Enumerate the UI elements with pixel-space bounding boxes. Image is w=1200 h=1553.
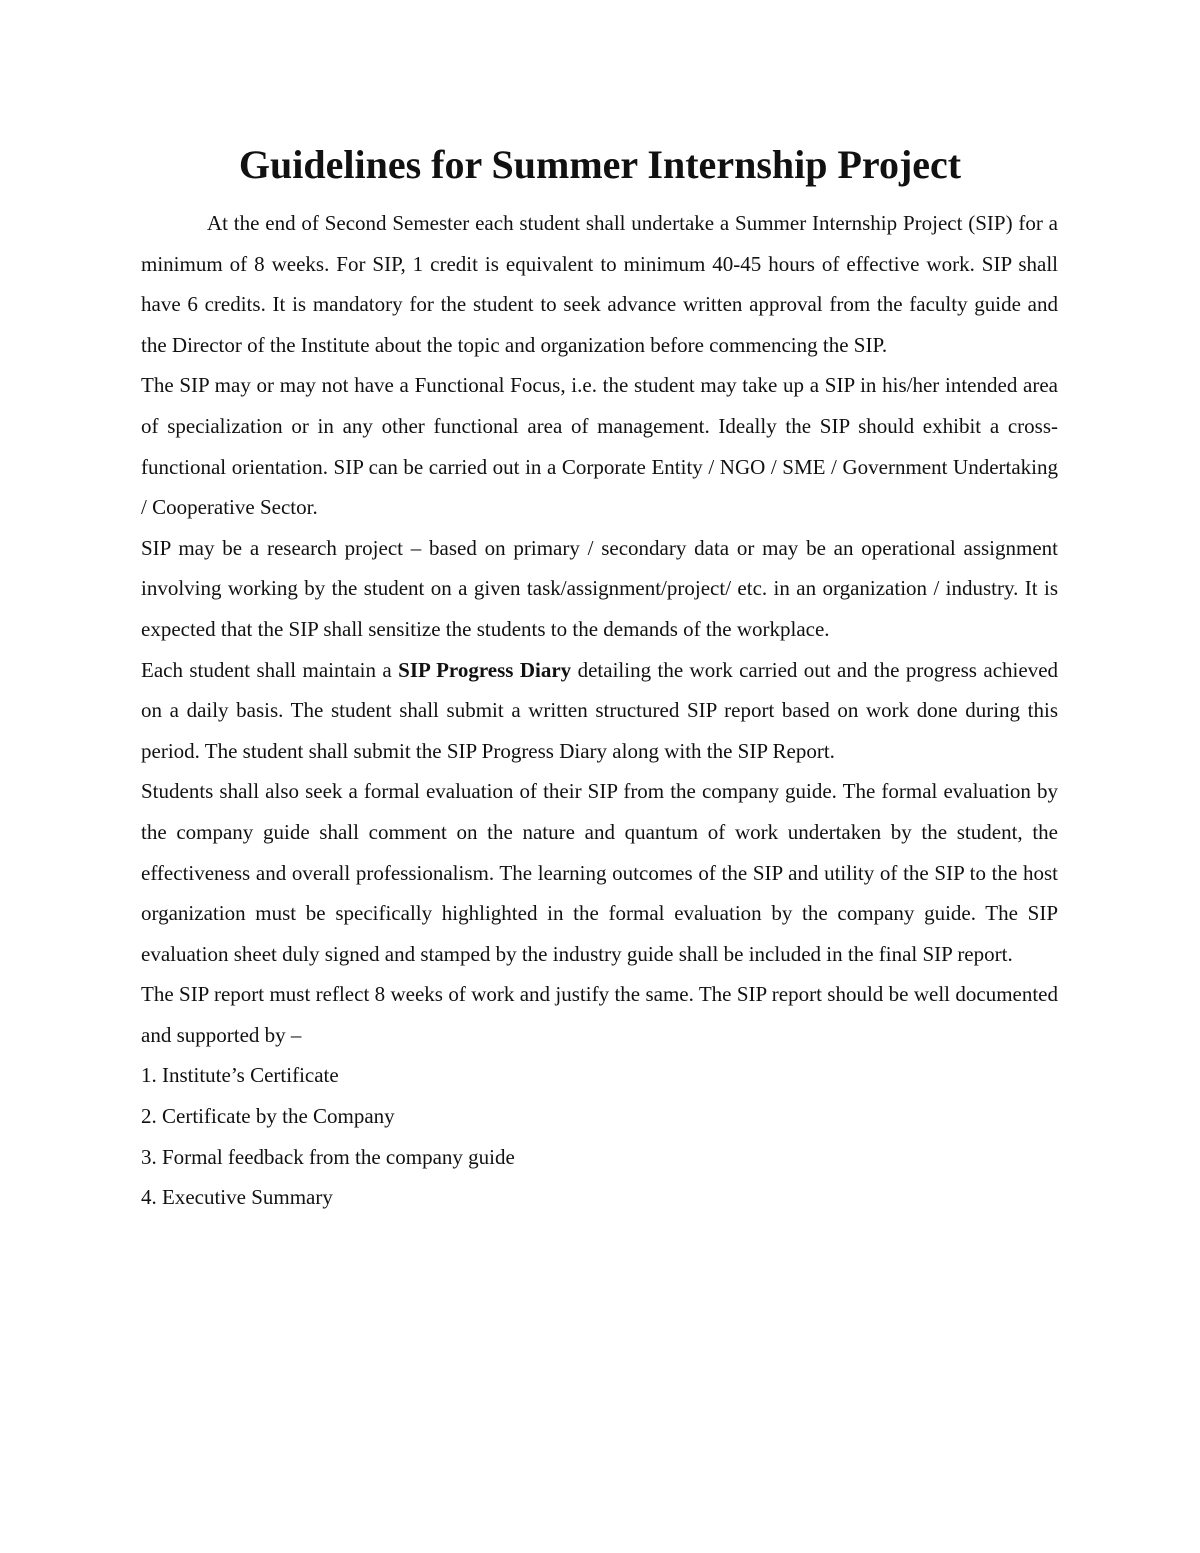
progress-diary-term: SIP Progress Diary xyxy=(398,657,572,682)
list-item: 3. Formal feedback from the company guide xyxy=(141,1144,515,1169)
paragraph-research-project: SIP may be a research project – based on primary / secondary data or may be an operational assignment involving working by the student on a given task/assignment/project/ etc. in an organization / industry. It is expected that the SIP shall sensitize the students to the demands of the workplace. xyxy=(141,535,1058,641)
list-item: 4. Executive Summary xyxy=(141,1185,333,1210)
paragraph-functional-focus: The SIP may or may not have a Functional Focus, i.e. the student may take up a SIP in his/her intended area of specialization or in any other functional area of management. Ideally the SIP should exhibit a cross-functional orientation. SIP can be carried out in a Corporate Entity / NGO / SME / Government Undertaking / Cooperative Sector. xyxy=(141,373,1058,520)
paragraph-sip-overview: At the end of Second Semester each student shall undertake a Summer Internship Project (SIP) for a minimum of 8 weeks. For SIP, 1 credit is equivalent to minimum 40-45 hours of effective work. SIP shall have 6 credits. It is mandatory for the student to seek advance written approval from the faculty guide and the Director of the Institute about the topic and organization before commencing the SIP. xyxy=(141,211,1058,357)
paragraph-progress-diary-rest: detailing the work carried out and the progress achieved on a daily basis. The student shall submit a written structured SIP report based on work done during this period. The student shall submit the SIP Progress Diary along with the SIP Report. xyxy=(141,657,1059,763)
paragraph-progress-diary-lead: Each student shall maintain a xyxy=(141,657,399,682)
paragraph-formal-evaluation: Students shall also seek a formal evaluation of their SIP from the company guide. The formal evaluation by the company guide shall comment on the nature and quantum of work undertaken by the student, the effectiveness and overall professionalism. The learning outcomes of the SIP and utility of the SIP to the host organization must be specifically highlighted in the formal evaluation by the company guide. The SIP evaluation sheet duly signed and stamped by the industry guide shall be included in the final SIP report. xyxy=(141,779,1058,966)
page-title: Guidelines for Summer Internship Project xyxy=(238,142,962,187)
list-item: 2. Certificate by the Company xyxy=(141,1104,395,1129)
paragraph-progress-diary xyxy=(141,650,1058,772)
paragraph-report-requirements: The SIP report must reflect 8 weeks of work and justify the same. The SIP report should be well documented and supported by – xyxy=(141,982,1058,1047)
document-body xyxy=(141,203,1058,1218)
list-item: 1. Institute’s Certificate xyxy=(141,1063,339,1088)
